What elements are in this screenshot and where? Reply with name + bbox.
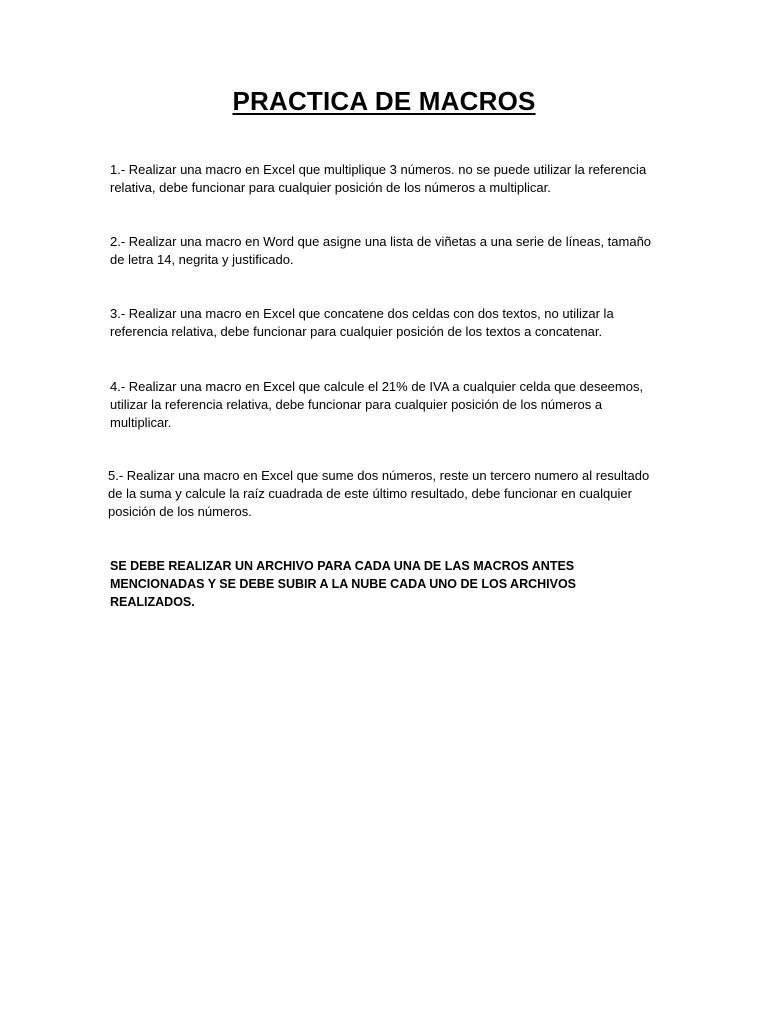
page-title: [0, 86, 768, 117]
exercise-item-3: 3.- Realizar una macro en Excel que concatene dos celdas con dos textos, no utilizar la referencia relativa, debe funcionar para cualquier posición de los textos a concatenar.: [110, 306, 614, 339]
page-title-text: PRACTICA DE MACROS: [232, 86, 536, 116]
exercise-item-4: 4.- Realizar una macro en Excel que calcule el 21% de IVA a cualquier celda que deseemos, utilizar la referencia relativa, debe funcionar para cualquier posición de los números a multiplicar.: [110, 379, 644, 430]
exercise-item-2: 2.- Realizar una macro en Word que asigne una lista de viñetas a una serie de líneas, tamaño de letra 14, negrita y justificado.: [110, 234, 652, 267]
exercise-item-1: 1.- Realizar una macro en Excel que multiplique 3 números. no se puede utilizar la referencia relativa, debe funcionar para cualquier posición de los números a multiplicar.: [110, 162, 647, 195]
exercise-item-5: 5.- Realizar una macro en Excel que sume dos números, reste un tercero numero al resultado de la suma y calcule la raíz cuadrada de este último resultado, debe funcionar en cualquier posición de los números.: [108, 468, 650, 519]
closing-instruction: SE DEBE REALIZAR UN ARCHIVO PARA CADA UNA DE LAS MACROS ANTES MENCIONADAS Y SE DEBE SUBIR A LA NUBE CADA UNO DE LOS ARCHIVOS REALIZADOS.: [110, 559, 577, 609]
